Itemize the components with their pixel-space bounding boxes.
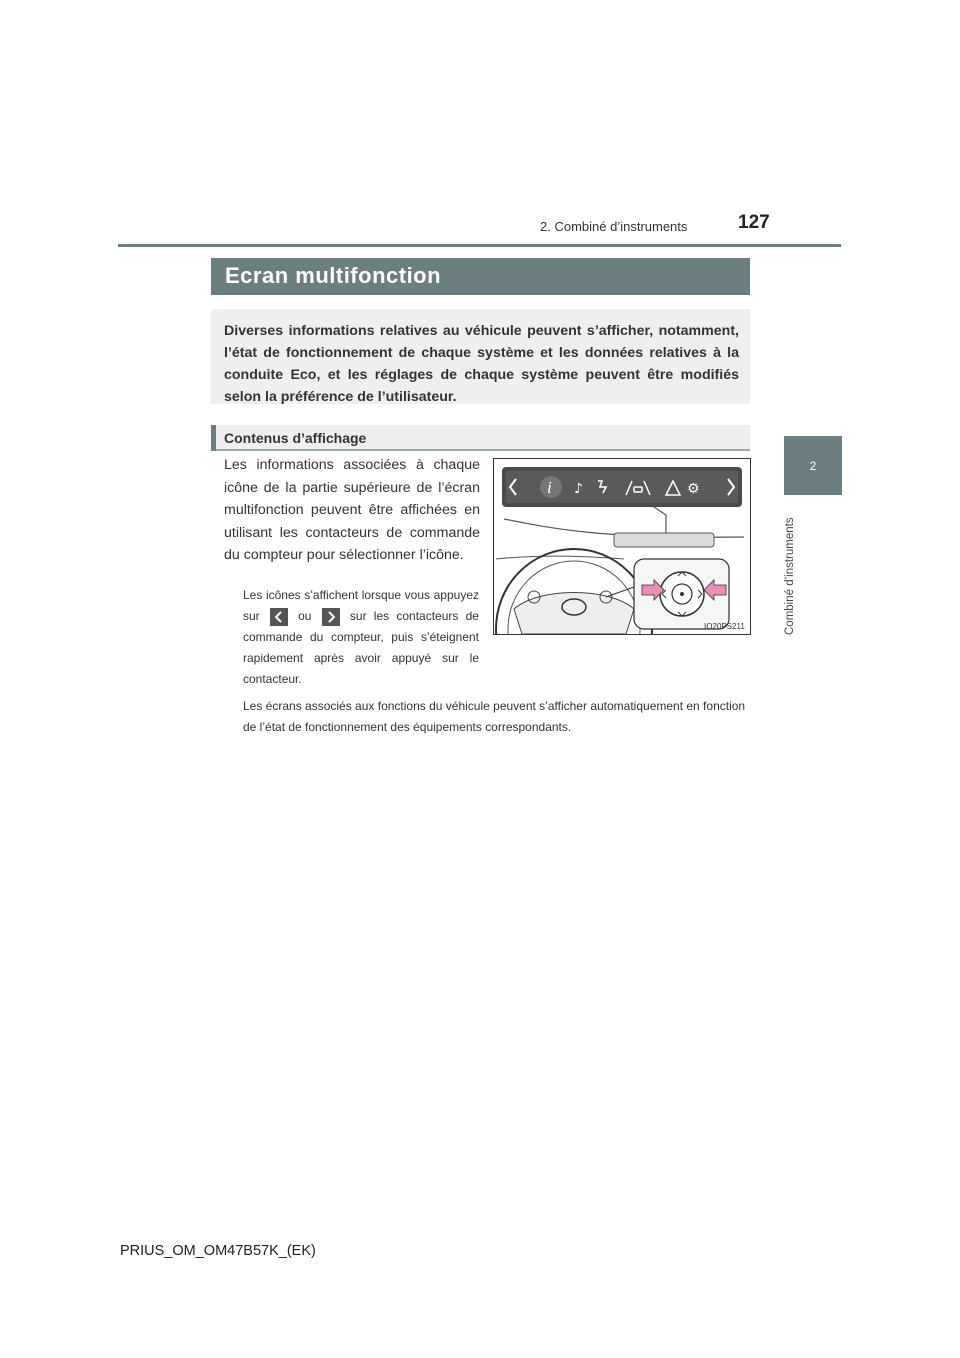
note1-or: ou	[298, 609, 312, 623]
subsection-marker	[211, 425, 216, 451]
ok-dot	[680, 592, 684, 596]
page-title: Ecran multifonction	[225, 263, 442, 288]
figure-code: IO20PS211	[704, 622, 745, 631]
chevron-right-button-icon	[322, 608, 340, 626]
body-paragraph: Les informations associées à chaque icône de la partie supérieure de l’écran multifonction peuvent être affichées en utilisant les contacteurs de commande du compteur pour sélectionner l’icône.	[224, 457, 480, 563]
subsection-header	[211, 425, 750, 451]
instrument-cluster	[614, 533, 714, 547]
chapter-label: Combiné d’instruments	[784, 517, 796, 635]
music-note-icon: ♪	[574, 481, 583, 497]
pointer-line	[654, 507, 666, 533]
page-title-bar	[211, 258, 750, 295]
intro-text: Diverses informations relatives au véhicule peuvent s’afficher, notamment, l’état de fonctionnement de chaque système et les données relatives à la conduite Eco, et les réglages de chaque système peuvent être modifiés selon la préférence de l’utilisateur.	[224, 323, 739, 405]
header-divider	[118, 244, 841, 247]
chapter-tab	[784, 436, 842, 495]
page-number: 127	[738, 212, 770, 233]
chevron-left-button-icon	[270, 608, 288, 626]
note1-text-a: Les icônes s’affichent lorsque vous appuyez sur	[243, 588, 479, 623]
dashboard-illustration	[493, 458, 751, 635]
intro-box	[211, 309, 750, 404]
gear-icon: ⚙	[687, 481, 700, 497]
header-section-title: 2. Combiné d’instruments	[540, 219, 688, 234]
chapter-label-wrapper	[780, 505, 810, 635]
note-icons-appear	[243, 585, 479, 690]
note-auto-display: Les écrans associés aux fonctions du véhicule peuvent s’afficher automatiquement en fonction de l’état de fonctionnement des équipements correspondants.	[243, 699, 746, 734]
dashboard-drawing	[494, 459, 750, 634]
chapter-number: 2	[809, 458, 817, 473]
subsection-title: Contenus d’affichage	[224, 430, 367, 446]
info-icon: i	[547, 478, 552, 497]
note1-text-b: sur les contacteurs de commande du compteur, puis s’éteignent rapidement après avoir appuyé sur le contacteur.	[243, 609, 479, 686]
subsection-underline	[216, 449, 750, 451]
footer-document-id: PRIUS_OM_OM47B57K_(EK)	[120, 1243, 316, 1259]
